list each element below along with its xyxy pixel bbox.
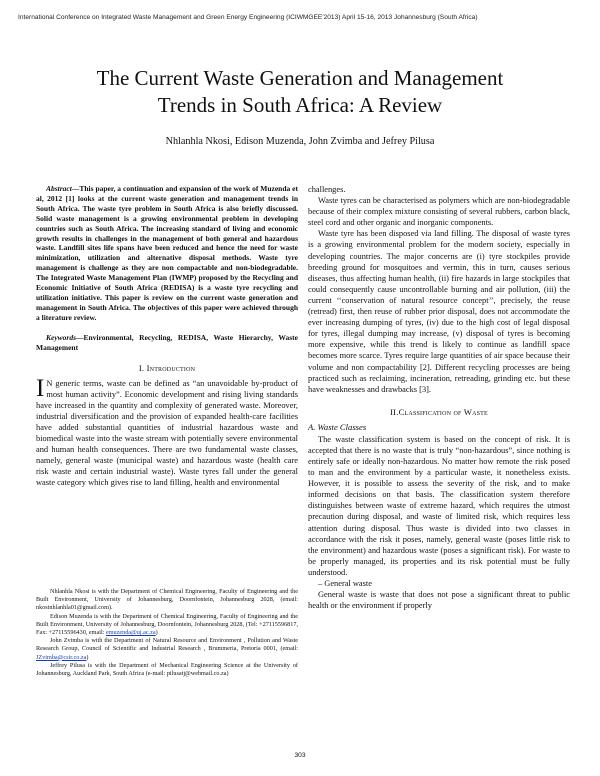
subsection-waste-classes: A. Waste Classes [308,421,367,432]
bullet-general-waste: – General waste [318,579,372,588]
footnote-2 [36,613,298,638]
section-heading-classification [308,407,570,417]
left-column [36,184,298,488]
page-number: 303 [294,752,306,759]
email-link-muzenda[interactable]: emuzenda@uj.ac.za [105,629,156,637]
email-link-zvimba[interactable]: JZvimba@csir.co.za [36,653,87,661]
footnote-2-end: ) [155,629,158,637]
author-list: Nhlanhla Nkosi, Edison Muzenda, John Zvimba and Jefrey Pilusa [165,136,435,147]
title-line-1: The Current Waste Generation and Management [96,66,504,90]
footnote-1: Nhlanhla Nkosi is with the Department of Chemical Engineering, Faculty of Engineering and the Built Environment, University of Johannesburg, Doornfontein, Johannesburg 2028, (email: nkosinhlanhla01@gmail.com). [36,588,298,612]
footnote-4: Jeffrey Pilusa is with the Department of Mechanical Engineering Science at the University of Johannesburg, Auckland Park, South Africa (e-mail: pilusatj@webmail.co.za) [36,661,298,678]
section-2-title: Classification of Waste [398,406,488,417]
abstract-label: Abstract— [46,184,80,193]
footnote-2-text: Edison Muzenda is with the Department of Chemical Engineering, Faculty of Engineering and the Built Environment, University of Johannesburg, Doornfontein, Johannesburg 2028, (Tel: +27115596817, Fax: +27115596430, email: [36,612,298,637]
conference-header: International Conference on Integrated Waste Management and Green Energy Engineering (ICIWMGEE'2013) April 15-16, 2013 Johannesburg (South Africa) [18,14,478,21]
right-column [308,184,570,611]
abstract [36,184,298,323]
paragraph-tyre-polymers: Waste tyres can be characterised as polymers which are non-biodegradable because of their complex mixture consisting of several rubbers, carbon black, steel cord and other organic and inorganic components. [308,196,570,228]
section-1-title: Introduction [146,362,196,373]
keywords-label: Keywords— [46,332,84,342]
keywords [36,333,298,353]
section-1-numeral: I. [138,362,145,373]
paragraph-general-waste: General waste is waste that does not pose a significant threat to public health or the environment if properly [308,590,570,611]
section-2-numeral: II. [390,406,399,417]
title-line-2: Trends in South Africa: A Review [157,93,443,117]
paragraph-challenges: challenges. [308,185,346,194]
section-heading-introduction [36,363,298,373]
paper-title [40,65,560,119]
abstract-text: This paper, a continuation and expansion of the work of Muzenda et al, 2012 [1] looks at the current waste generation and management trends in South Africa. The waste tyre problem in South Africa is also briefly discussed. Solid waste management is a growing environmental problem in developing countries such as South Africa. The increasing standard of living and economic growth results in challenges in the management of both general and hazardous waste. Landfill sites life spans have been reduced and hence the need for waste minimization, utilization and alternative disposal methods. Waste tyre management is challenge as they are non compactable and non-biodegradable. The Integrated Waste Management Plan (IWMP) proposed by the Recycling and Economic Initiative of South Africa (REDISA) is a waste tyre recycling and utilization initiative. This paper is review on the current waste generation and management in South Africa. The objectives of this paper were achieved through a literature review. [36,184,298,322]
introduction-paragraph [36,374,298,489]
footnote-3-text: John Zvimba is with the Department of Natural Resource and Environment , Pollution and Waste Research Group, Council of Scientific and Industrial Research , Brummeria, Pretoria 0001, (email: [36,637,298,653]
footnote-3-end: ) [86,653,89,661]
paragraph-tyre-disposal: Waste tyre has been disposed via land filling. The disposal of waste tyres is a growing environmental problem for the modern society, especially in developing countries. The major concerns are (i) tyre stockpiles provide breeding ground for mosquitoes and vermin, this in turn, causes serious diseases, thus affecting human health, (ii) fire hazards in large stockpiles that could consequently cause uncontrollable burning and air pollution, (iii) the current ‘‘conservation of natural resource concept’’, precisely, the reuse (retread) first, then reuse of rubber prior disposal, does not accommodate the ever increasing dumping of tyres, (iv) due to the high cost of legal disposal for tyres, illegal dumping may increase, (v) disposal of tyres is becoming more expensive, while this trend is likely to continue as landfill space becomes more scarce. Tyres require large quantities of air space because their volume and non compactability [2]. Different recycling processes are being practiced such as reclaiming, incineration, retreading, grinding etc. but these have weaknesses and drawbacks [3]. [308,229,570,394]
footnote-3 [36,637,298,662]
keywords-text: Environmental, Recycling, REDISA, Waste Hierarchy, Waste Management [36,332,298,352]
drop-cap: I [36,374,45,402]
author-footnotes [36,588,298,678]
introduction-text: N generic terms, waste can be defined as “an unavoidable by-product of most human activity”. Economic development and rising living standards have increased in the quantity and complexity of generated waste. Moreover, industrial diversification and the provision of expanded health-care facilities have added substantial quantities of industrial hazardous waste and biomedical waste into the waste stream with potentially severe environmental and human health consequences. There are two fundamental waste classes, namely, general waste (municipal waste) and hazardous waste (health care risk waste and certain industrial waste). Waste tyres fall under the general waste category which gives rise to land filling, health and environmental [36,378,298,488]
paragraph-classification: The waste classification system is based on the concept of risk. It is accepted that there is no waste that is truly “non-hazardous”, since nothing is entirely safe or ideally non-hazardous. No matter how remote the risk posed to man and the environment by a particular waste, it nonetheless exists. However, it is possible to assess the severity of the risk, and to make informed decisions on that basis. The classification system therefore distinguishes between waste of extreme hazard, which requires the utmost precaution during disposal, and waste of limited risk, which requires less attention during disposal. Thus waste is divided into two classes in accordance with the risk it poses, namely, general waste (poses little risk to the environment) and hazardous waste (poses a significant risk). For waste to be properly managed, its properties and its risk potential must be fully understood. [308,434,570,577]
